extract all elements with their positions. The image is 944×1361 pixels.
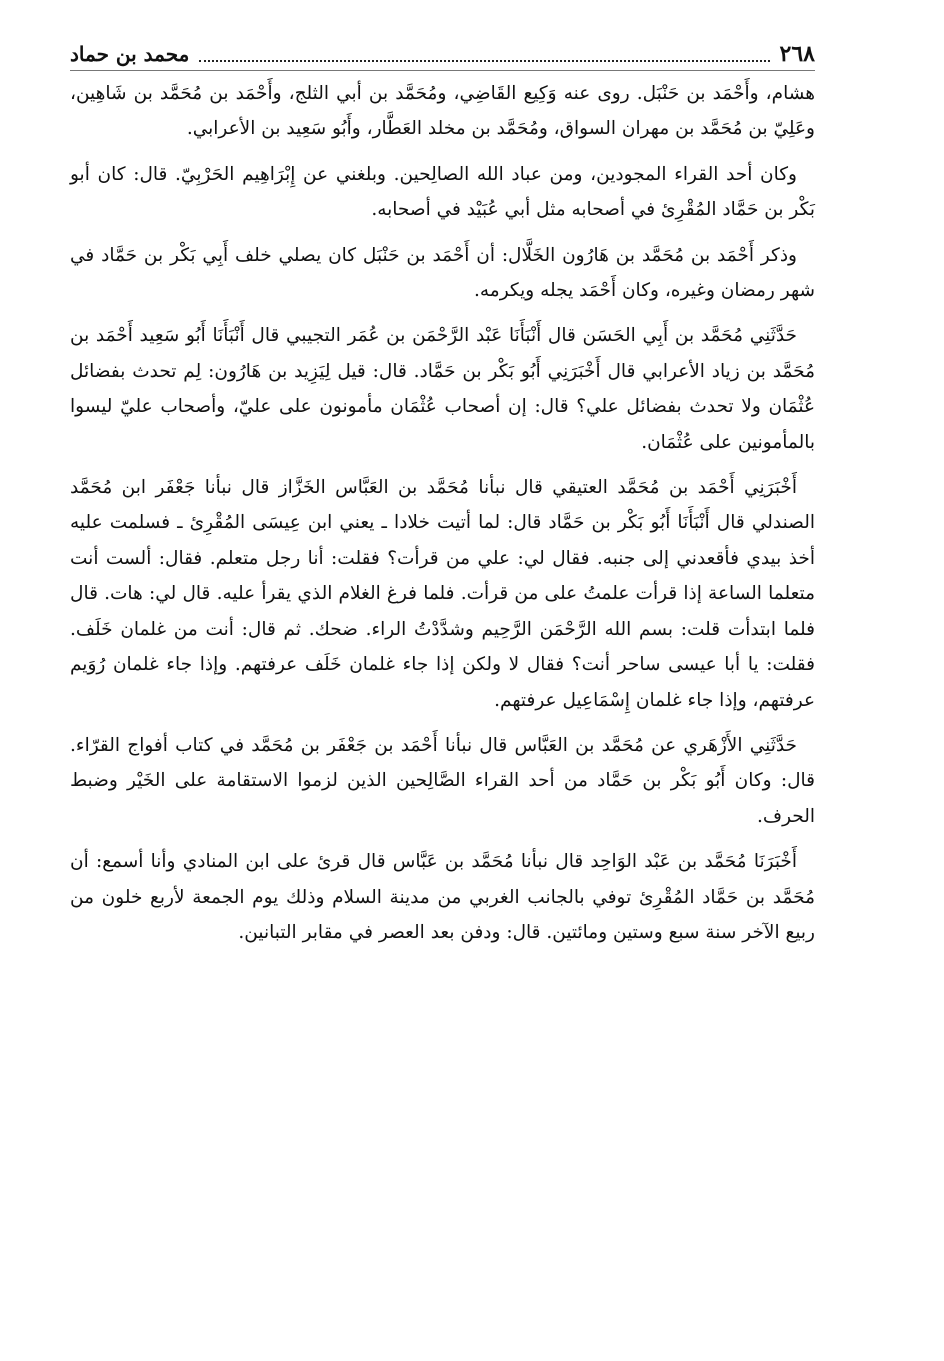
dotted-leader — [199, 60, 769, 62]
paragraph-2: وكان أحد القراء المجودين، ومن عباد الله الصالِحين. وبلغني عن إِبْرَاهِيم الحَرْبِيّ. قال: كان أبو بَكْر بن حَمَّاد المُقْرِئ في أصحابه مثل أبي عُبَيْد في أصحابه. — [70, 163, 815, 221]
page-header — [70, 34, 815, 68]
page-number: ٢٦٨ — [779, 41, 815, 67]
paragraph-3: وذكر أَحْمَد بن مُحَمَّد بن هَارُون الخَلَّال: أن أَحْمَد بن حَنْبَل كان يصلي خلف أَبِي بَكْر بن حَمَّاد في شهر رمضان وغيره، وكان أَحْمَد يجله ويكرمه. — [70, 244, 815, 302]
header-rule — [70, 70, 815, 71]
paragraph-1: هشام، وأَحْمَد بن حَنْبَل. روى عنه وَكِيع القَاضِي، ومُحَمَّد بن أبي الثلج، وأَحْمَد بن مُحَمَّد بن شَاهِين، وعَلِيّ بن مُحَمَّد بن مهران السواق، ومُحَمَّد بن مخلد العَطَّار، وأَبُو سَعِيد بن الأعرابي. — [70, 83, 815, 140]
running-head: محمد بن حماد — [70, 42, 190, 66]
body-text — [70, 76, 815, 960]
paragraph-5: أَخْبَرَنِي أَحْمَد بن مُحَمَّد العتيقي قال نبأنا مُحَمَّد بن العَبَّاس الخَزَّاز قال نبأنا جَعْفَر ابن مُحَمَّد الصندلي قال أَنْبَأَنَا أَبُو بَكْر بن حَمَّاد قال: لما أتيت خلادا ـ يعني ابن عِيسَى المُقْرِئ ـ فسلمت عليه أخذ بيدي فأقعدني إلى جنبه. فقال لي: علي من قرأت؟ فقلت: أنا رجل متعلم. فقال: ألست أنت متعلما الساعة إذا قرأت علمتُ على من قرأت. فلما فرغ الغلام الذي يقرأ عليه. قال لي: هات. قال فلما ابتدأت قلت: بسم الله الرَّحْمَن الرَّحِيم وشدَّدْتُ الراء. ضحك. ثم قال: أنت من غلمان خَلَف. فقلت: يا أبا عيسى ساحر أنت؟ فقال لا ولكن إذا جاء غلمان خَلَف عرفتهم. وإذا جاء غلمان رُوَيم عرفتهم، وإذا جاء غلمان إِسْمَاعِيل عرفتهم. — [70, 477, 815, 711]
paragraph-6: حَدَّثَنِي الأَزْهَري عن مُحَمَّد بن العَبَّاس قال نبأنا أَحْمَد بن جَعْفَر بن مُحَمَّد في كتاب أفواج القرّاء. قال: وكان أَبُو بَكْر بن حَمَّاد من أحد القراء الصَّالِحين الذين لزموا الاستقامة على الخَيْر وضبط الحرف. — [70, 734, 815, 827]
paragraph-7: أَخْبَرَنَا مُحَمَّد بن عَبْد الوَاحِد قال نبأنا مُحَمَّد بن عَبَّاس قال قرئ على ابن المنادي وأنا أسمع: أن مُحَمَّد بن حَمَّاد المُقْرِئ توفي بالجانب الغربي من مدينة السلام وذلك يوم الجمعة لأربع خلون من ربيع الآخر سنة سبع وستين ومائتين. قال: ودفن بعد العصر في مقابر التبانين. — [70, 851, 815, 943]
paragraph-4: حَدَّثَنِي مُحَمَّد بن أَبِي الحَسَن قال أَنْبَأَنَا عَبْد الرَّحْمَن بن عُمَر التجيبي قال أَنْبَأَنَا أَبُو سَعِيد أَحْمَد بن مُحَمَّد بن زياد الأعرابي قال أَخْبَرَنِي أَبُو بَكْر بن حَمَّاد. قال: قيل لِيَزِيد بن هَارُون: لِم تحدث بفضائل عُثْمَان ولا تحدث بفضائل علي؟ قال: إن أصحاب عُثْمَان مأمونون على عليّ، وأصحاب عليّ ليسوا بالمأمونين على عُثْمَان. — [70, 325, 815, 453]
